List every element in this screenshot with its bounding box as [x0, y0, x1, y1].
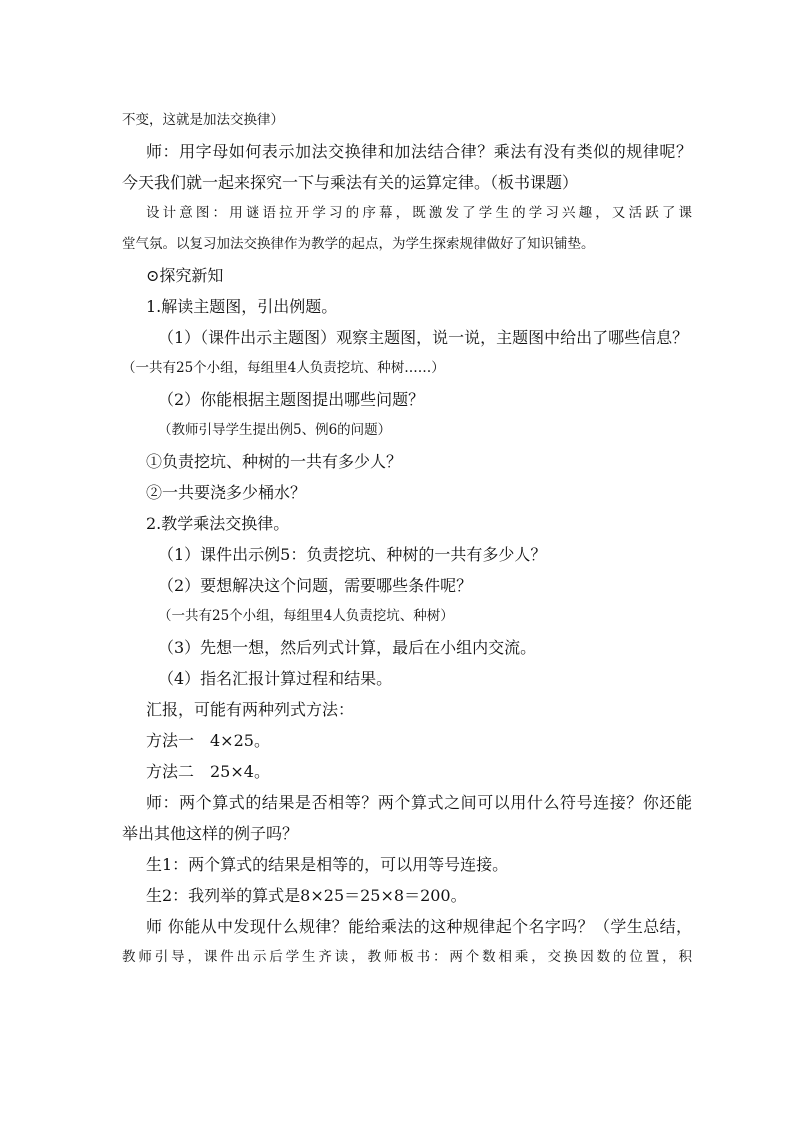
text-line: （2）你能根据主题图提出哪些问题？ — [158, 390, 425, 409]
text-line: （1）课件出示例5：负责挖坑、种树的一共有多少人？ — [158, 545, 547, 564]
text-line: 师：用字母如何表示加法交换律和加法结合律？乘法有没有类似的规律呢？ — [146, 142, 692, 161]
text-line: （2）要想解决这个问题，需要哪些条件呢？ — [158, 576, 473, 595]
text-line: 举出其他这样的例子吗？ — [122, 824, 299, 843]
text-line: （1）（课件出示主题图）观察主题图，说一说，主题图中给出了哪些信息？ — [158, 328, 689, 347]
text-line: 不变，这就是加法交换律） — [122, 112, 284, 128]
text-line: 方法一 4×25。 — [146, 731, 270, 750]
text-line: 汇报，可能有两种列式方法： — [146, 700, 355, 719]
text-line: 1.解读主题图，引出例题。 — [146, 297, 338, 316]
text-line: 设计意图：用谜语拉开学习的序幕，既激发了学生的学习兴趣，又活跃了课 — [146, 205, 692, 221]
document-body — [122, 105, 692, 973]
text-line: （教师引导学生提出例5、例6的问题） — [158, 422, 392, 438]
text-line: 方法二 25×4。 — [146, 762, 270, 781]
section-heading: ⊙探究新知 — [146, 266, 224, 285]
text-line: 堂气氛。以复习加法交换律作为教学的起点，为学生探索规律做好了知识铺垫。 — [122, 236, 595, 252]
text-line: ①负责挖坑、种树的一共有多少人？ — [146, 452, 403, 471]
text-line: （4）指名汇报计算过程和结果。 — [158, 669, 393, 688]
text-line: （3）先想一想，然后列式计算，最后在小组内交流。 — [158, 638, 537, 657]
text-line: 教师引导，课件出示后学生齐读，教师板书：两个数相乘，交换因数的位置，积 — [122, 949, 692, 965]
text-line: 师：两个算式的结果是否相等？两个算式之间可以用什么符号连接？你还能 — [146, 793, 692, 812]
text-line: 生1：两个算式的结果是相等的，可以用等号连接。 — [146, 855, 509, 874]
text-line: （一共有25个小组，每组里4人负责挖坑、种树……） — [122, 360, 445, 376]
text-line: 师 你能从中发现什么规律？能给乘法的这种规律起个名字吗？（学生总结， — [146, 917, 692, 936]
text-line: ②一共要浇多少桶水？ — [146, 483, 307, 502]
text-line: 2.教学乘法交换律。 — [146, 514, 290, 533]
text-line: 生2：我列举的算式是8×25＝25×8＝200。 — [146, 886, 467, 905]
text-line: 今天我们就一起来探究一下与乘法有关的运算定律。（板书课题） — [122, 173, 579, 192]
text-line: （一共有25个小组，每组里4人负责挖坑、种树） — [158, 608, 454, 624]
